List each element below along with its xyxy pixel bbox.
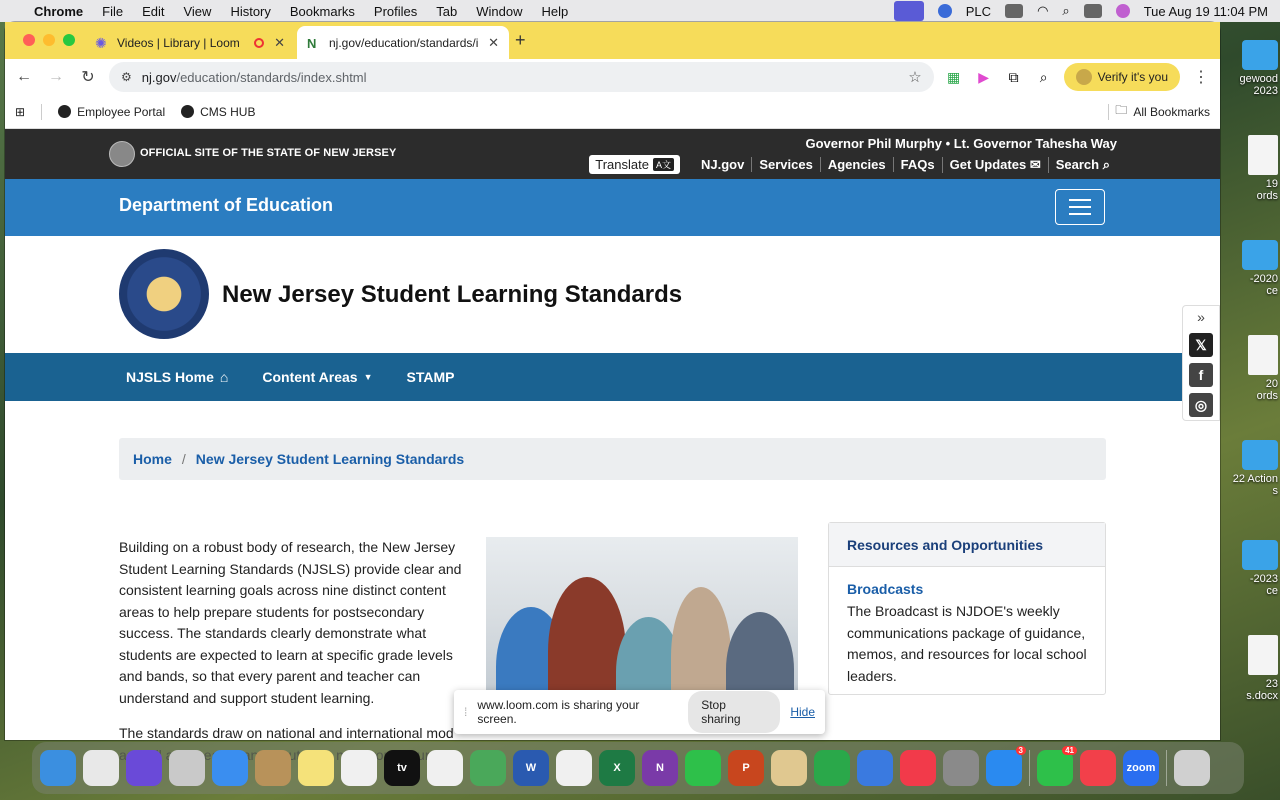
close-tab-icon[interactable]: ✕ (274, 34, 285, 50)
link-get-updates[interactable] (942, 157, 1048, 173)
menu-file[interactable]: File (102, 3, 124, 19)
web-page (5, 129, 1220, 740)
macos-menu-bar (0, 0, 1280, 22)
bookmark-label: CMS HUB (200, 104, 256, 119)
loom-favicon-icon: ✺ (95, 34, 107, 51)
reload-button[interactable]: ↻ (81, 69, 95, 86)
bookmark-label: Employee Portal (77, 104, 166, 119)
dock-app-reminders-icon[interactable] (427, 750, 463, 786)
desktop-file[interactable] (1218, 635, 1278, 702)
desktop-file-label: -2023 ce (1249, 573, 1278, 597)
document-icon (1248, 335, 1278, 375)
home-icon: ⌂ (219, 369, 229, 385)
dock-app-notes-icon[interactable] (298, 750, 334, 786)
sheets-extension-icon[interactable]: ▦ (947, 68, 961, 85)
dock-app-finder-icon[interactable] (40, 750, 76, 786)
folder-icon (1242, 40, 1278, 70)
broadcasts-link[interactable]: Broadcasts (847, 581, 924, 597)
chrome-window (5, 22, 1220, 740)
menu-app-name[interactable]: Chrome (34, 3, 84, 19)
screen-share-icon[interactable] (894, 1, 924, 21)
chrome-menu-icon[interactable]: ⋮ (1193, 69, 1209, 86)
folder-icon: 🗀 (1115, 103, 1128, 117)
menu-help[interactable]: Help (541, 3, 569, 19)
url-path: /education/standards/index.shtml (176, 69, 367, 85)
njsls-nav (5, 353, 1220, 401)
notification-badge: 3 (1016, 746, 1026, 755)
url-host: nj.gov (141, 69, 177, 85)
governor-line: Governor Phil Murphy • Lt. Governor Tahesha Way (805, 136, 1117, 151)
desktop-folder[interactable] (1218, 440, 1278, 497)
nav-content-areas[interactable] (262, 369, 372, 385)
new-tab-button[interactable]: + (515, 30, 526, 50)
dock-app-news-icon[interactable] (900, 750, 936, 786)
hamburger-line (1069, 199, 1091, 201)
address-bar[interactable] (109, 62, 934, 92)
dock-app-system-settings-icon[interactable] (943, 750, 979, 786)
link-get-updates-label: Get Updates (949, 156, 1027, 172)
dock-app-powerpoint-icon[interactable]: P (728, 750, 764, 786)
notification-badge: 41 (1062, 746, 1077, 755)
desktop-file-label: gewood 2023 (1239, 73, 1278, 97)
caret-down-icon: ▼ (363, 372, 373, 382)
desktop-folder[interactable] (1218, 240, 1278, 297)
control-center-icon[interactable] (1084, 4, 1102, 18)
globe-icon (181, 105, 194, 118)
dock-app-freeform-icon[interactable] (341, 750, 377, 786)
link-faqs[interactable]: FAQs (893, 157, 942, 172)
desktop-file-label: 23 s.docx (1246, 678, 1278, 702)
address-url[interactable] (142, 70, 908, 85)
close-window-button[interactable] (23, 34, 35, 46)
dock-app-excel-icon[interactable]: X (599, 750, 635, 786)
browser-toolbar (5, 59, 1220, 95)
dock-app-messages-icon[interactable] (1037, 746, 1074, 786)
document-icon (1248, 635, 1278, 675)
loom-extension-icon[interactable]: ▶ (978, 68, 990, 85)
tab-title: nj.gov/education/standards/i (329, 35, 479, 50)
breadcrumb (119, 438, 1106, 480)
bookmarks-divider (1108, 104, 1109, 120)
menu-bookmarks[interactable]: Bookmarks (289, 3, 355, 19)
desktop-file[interactable] (1218, 335, 1278, 402)
menu-edit[interactable]: Edit (142, 3, 165, 19)
bookmark-employee-portal[interactable] (58, 105, 165, 119)
dock-app-contacts-icon[interactable] (255, 750, 291, 786)
folder-icon (1242, 240, 1278, 270)
department-bar (5, 179, 1220, 236)
dock-app-keynote-icon[interactable] (857, 750, 893, 786)
menu-history[interactable]: History (230, 3, 271, 19)
tab-search-icon[interactable]: ⌕ (1039, 68, 1048, 85)
tab-strip (5, 22, 1220, 59)
profile-avatar-icon (1076, 69, 1092, 85)
dock-app-photos-icon[interactable] (556, 750, 592, 786)
desktop-file-label: 22 Action s (1232, 473, 1278, 497)
hamburger-line (1069, 206, 1091, 208)
dock-app-launchpad-icon[interactable] (169, 750, 205, 786)
site-info-icon[interactable]: ⚙ (121, 70, 132, 84)
dock-app-siri-icon[interactable] (126, 750, 162, 786)
instagram-icon[interactable]: ◎ (1189, 393, 1213, 417)
stop-sharing-button[interactable]: Stop sharing (688, 691, 780, 733)
close-tab-icon[interactable]: ✕ (488, 34, 499, 50)
menu-clock[interactable]: Tue Aug 19 11:04 PM (1143, 3, 1268, 19)
hamburger-menu-button[interactable] (1055, 189, 1105, 225)
dock-app-facetime-icon[interactable] (685, 750, 721, 786)
nav-stamp[interactable] (406, 369, 454, 385)
facebook-icon[interactable]: f (1189, 363, 1213, 387)
broadcasts-description: The Broadcast is NJDOE's weekly communications package of guidance, memos, and resources for local school leaders. (847, 603, 1087, 684)
title-area (5, 236, 1220, 353)
bookmark-cms-hub[interactable] (181, 105, 255, 119)
link-nj-gov[interactable]: NJ.gov (700, 157, 745, 172)
dock-app-app-store-icon[interactable] (986, 746, 1023, 786)
folder-icon (1242, 440, 1278, 470)
apps-grid-icon[interactable]: ⊞ (15, 104, 26, 119)
link-agencies[interactable]: Agencies (820, 157, 893, 172)
hamburger-line (1069, 213, 1091, 215)
macos-dock (32, 742, 1244, 794)
nav-label: STAMP (406, 369, 455, 385)
nj-official-bar (5, 129, 1220, 179)
all-bookmarks-label: All Bookmarks (1133, 104, 1210, 119)
dock-divider (1166, 750, 1167, 786)
link-services[interactable]: Services (751, 157, 820, 172)
desktop-file-label: 20 ords (1256, 378, 1278, 402)
menu-profiles[interactable]: Profiles (373, 3, 418, 19)
siri-icon[interactable] (1116, 4, 1130, 18)
spotlight-search-icon[interactable]: ⌕ (1062, 3, 1070, 18)
hide-sharing-bar-link[interactable]: Hide (790, 705, 815, 719)
envelope-icon: ✉ (1029, 156, 1041, 172)
resources-heading: Resources and Opportunities (829, 523, 1105, 567)
screen-sharing-bar (454, 690, 825, 734)
dock-app-tv-icon[interactable]: tv (384, 750, 420, 786)
translate-icon: A文 (653, 158, 674, 171)
desktop-file-label: -2020 ce (1249, 273, 1278, 297)
tab-title: Videos | Library | Loom (117, 35, 240, 50)
desktop-folder[interactable] (1218, 40, 1278, 97)
desktop-file-label: 19 ords (1256, 178, 1278, 202)
back-button[interactable]: ← (16, 68, 32, 85)
bookmarks-bar (5, 95, 1220, 129)
dock-app-chrome-icon[interactable] (83, 750, 119, 786)
translate-button[interactable] (589, 155, 680, 174)
forward-button[interactable]: → (48, 68, 64, 85)
dock-divider (1029, 750, 1030, 786)
nav-label: Content Areas (262, 369, 358, 385)
social-share-bar (1182, 305, 1220, 421)
desktop-folder[interactable] (1218, 540, 1278, 597)
dock-app-preview-icon[interactable] (771, 750, 807, 786)
menu-window[interactable]: Window (476, 3, 523, 19)
battery-icon[interactable] (1005, 4, 1023, 18)
link-search[interactable] (1048, 157, 1117, 173)
breadcrumb-separator: / (181, 451, 186, 467)
dock-app-zoom-icon[interactable]: zoom (1123, 750, 1159, 786)
breadcrumb-home[interactable]: Home (133, 451, 172, 467)
dock-app-trash-icon[interactable] (1174, 750, 1210, 786)
department-seal-icon (119, 249, 209, 339)
standards-paragraph: The standards draw on national and international mod (119, 725, 454, 741)
globe-icon (58, 105, 71, 118)
dock-app-numbers-icon[interactable] (814, 750, 850, 786)
desktop-file[interactable] (1218, 135, 1278, 202)
folder-icon (1242, 540, 1278, 570)
link-search-label: Search (1055, 156, 1100, 172)
window-controls (23, 34, 75, 46)
dock-app-maps-icon[interactable] (470, 750, 506, 786)
zoom-status-icon[interactable] (938, 4, 952, 18)
nj-seal-small-icon (109, 141, 135, 167)
translate-label: Translate (595, 157, 649, 172)
plc-status-item[interactable]: PLC (965, 3, 992, 19)
extensions-puzzle-icon[interactable]: ⧉ (1008, 68, 1019, 85)
dock-app-word-icon[interactable]: W (513, 750, 549, 786)
official-site-label: OFFICIAL SITE OF THE STATE OF NEW JERSEY (140, 147, 397, 159)
verify-profile-button[interactable] (1064, 63, 1180, 91)
intro-paragraph: Building on a robust body of research, the New Jersey Student Learning Standards (NJSLS) provide clear and consistent learning goals across nine distinct content areas to help prepare students for postsecondary success. The standards clearly demonstrate what students are expected to learn at specific grade levels and bands, so that every parent and teacher can understand and support student learning. (119, 539, 462, 706)
nj-favicon-icon: N (307, 35, 317, 51)
collapse-chevron-icon[interactable]: » (1197, 309, 1205, 325)
menu-view[interactable]: View (183, 3, 212, 19)
dock-app-music-icon[interactable] (1080, 750, 1116, 786)
nav-njsls-home[interactable] (126, 369, 228, 385)
resources-panel (828, 522, 1106, 695)
wifi-icon[interactable]: ◠ (1037, 3, 1049, 18)
nav-label: NJSLS Home (126, 369, 214, 385)
x-twitter-icon[interactable]: 𝕏 (1189, 333, 1213, 357)
bookmark-star-icon[interactable]: ☆ (908, 69, 922, 86)
menu-tab[interactable]: Tab (436, 3, 458, 19)
minimize-window-button[interactable] (43, 34, 55, 46)
drag-handle-icon[interactable]: ⁞ (464, 705, 468, 719)
sharing-message: www.loom.com is sharing your screen. (477, 698, 640, 726)
verify-label: Verify it's you (1097, 70, 1168, 84)
zoom-window-button[interactable] (63, 34, 75, 46)
document-icon (1248, 135, 1278, 175)
all-bookmarks-button[interactable] (1108, 101, 1210, 122)
dock-app-mail-icon[interactable] (212, 750, 248, 786)
tab-loom[interactable] (85, 26, 295, 59)
tab-nj-gov[interactable] (297, 26, 509, 59)
recording-indicator-icon (254, 38, 264, 48)
dock-app-onenote-icon[interactable]: N (642, 750, 678, 786)
search-icon: ⌕ (1102, 156, 1110, 172)
breadcrumb-current[interactable]: New Jersey Student Learning Standards (195, 451, 465, 467)
department-title[interactable]: Department of Education (119, 195, 334, 215)
page-title: New Jersey Student Learning Standards (222, 281, 683, 308)
top-links (589, 155, 1117, 174)
bookmarks-divider (41, 104, 42, 120)
